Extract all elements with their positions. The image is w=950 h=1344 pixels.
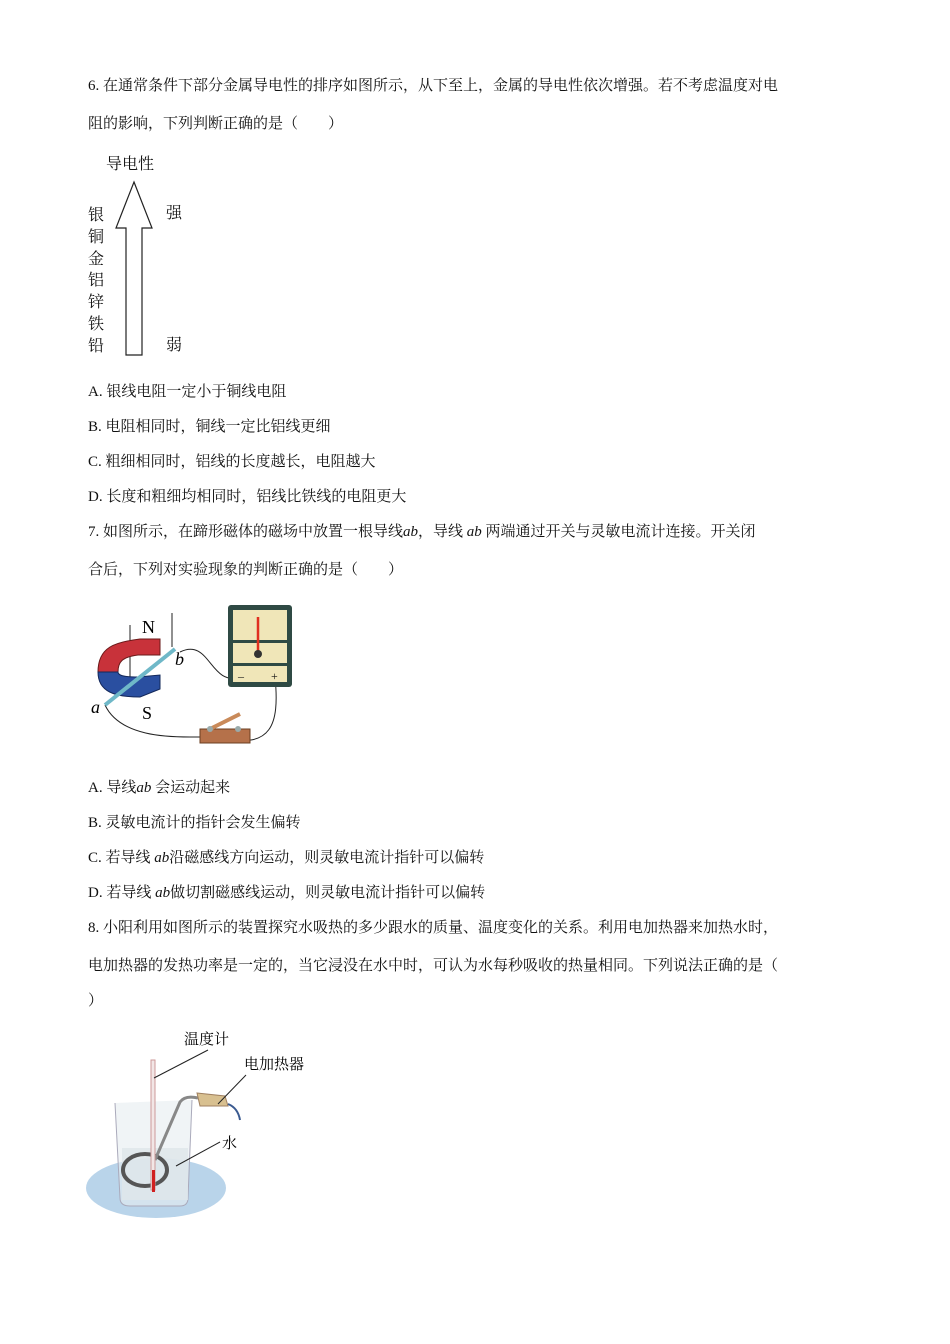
metal-lead: 铅 bbox=[88, 337, 105, 355]
thermometer bbox=[152, 1170, 155, 1192]
metal-zinc: 锌 bbox=[88, 294, 105, 312]
q8-stem-line3: ） bbox=[88, 993, 104, 1009]
q7-stem-line2: 合后，下列对实验现象的判断正确的是（ ） bbox=[88, 562, 404, 578]
q7-stem-line1 bbox=[88, 523, 756, 541]
q6-stem-line2: 阻的影响，下列判断正确的是（ ） bbox=[88, 116, 344, 132]
metal-list bbox=[88, 205, 106, 358]
var-ab: ab bbox=[403, 524, 419, 540]
label-water: 水 bbox=[222, 1134, 238, 1152]
text: 会运动起来 bbox=[151, 780, 231, 796]
text: D. 若导线 bbox=[88, 885, 156, 901]
fig-title: 导电性 bbox=[106, 156, 155, 173]
q7-option-b: B. 灵敏电流计的指针会发生偏转 bbox=[88, 815, 301, 831]
q6-option-a: A. 银线电阻一定小于铜线电阻 bbox=[88, 384, 287, 400]
metal-aluminum: 铝 bbox=[88, 272, 105, 290]
label-thermometer: 温度计 bbox=[184, 1030, 230, 1048]
q7-option-c bbox=[88, 849, 484, 867]
label-heater: 电加热器 bbox=[244, 1055, 305, 1073]
metal-gold: 金 bbox=[88, 250, 105, 268]
q6-option-c: C. 粗细相同时，铝线的长度越长，电阻越大 bbox=[88, 454, 376, 470]
text: 沿磁感线方向运动，则灵敏电流计指针可以偏转 bbox=[169, 850, 485, 866]
label-s: S bbox=[142, 703, 153, 723]
var-ab: ab bbox=[136, 780, 152, 796]
q8-stem-line1: 8. 小阳利用如图所示的装置探究水吸热的多少跟水的质量、温度变化的关系。利用电加热器来加热水时， bbox=[88, 920, 779, 936]
up-arrow-icon bbox=[114, 180, 154, 358]
text: 做切割磁感线运动，则灵敏电流计指针可以偏转 bbox=[170, 885, 486, 901]
label-n: N bbox=[142, 617, 155, 637]
text: 两端通过开关与灵敏电流计连接。开关闭 bbox=[481, 524, 756, 540]
var-ab: ab bbox=[466, 524, 482, 540]
label-weak: 弱 bbox=[166, 337, 183, 354]
heater-handle bbox=[197, 1093, 228, 1106]
q7-option-a bbox=[88, 779, 230, 797]
var-ab: ab bbox=[155, 885, 171, 901]
var-ab: ab bbox=[154, 850, 170, 866]
q6-stem-line1: 6. 在通常条件下部分金属导电性的排序如图所示，从下至上，金属的导电性依次增强。若不考虑温度对电 bbox=[88, 78, 779, 94]
q8-figure-beaker-heater bbox=[80, 1020, 330, 1225]
galvanometer bbox=[228, 605, 292, 687]
q8-stem-line2: 电加热器的发热功率是一定的，当它浸没在水中时，可认为水每秒吸收的热量相同。下列说法正确的是（ bbox=[88, 958, 779, 974]
q7-figure-magnet-circuit bbox=[80, 597, 310, 757]
label-a: a bbox=[91, 697, 100, 717]
switch bbox=[200, 714, 250, 743]
q6-option-d: D. 长度和粗细均相同时，铝线比铁线的电阻更大 bbox=[88, 489, 407, 505]
text: C. 若导线 bbox=[88, 850, 155, 866]
metal-silver: 银 bbox=[88, 207, 105, 224]
text: A. 导线 bbox=[88, 780, 137, 796]
metal-iron: 铁 bbox=[88, 315, 105, 333]
label-b: b bbox=[175, 649, 184, 669]
metal-copper: 铜 bbox=[88, 228, 105, 246]
svg-text:+: + bbox=[271, 669, 278, 683]
label-strong: 强 bbox=[166, 205, 183, 222]
text: ，导线 bbox=[418, 524, 467, 540]
q7-option-d bbox=[88, 884, 485, 902]
q6-option-b: B. 电阻相同时，铜线一定比铝线更细 bbox=[88, 419, 331, 435]
svg-text:–: – bbox=[238, 669, 244, 683]
text: 7. 如图所示，在蹄形磁体的磁场中放置一根导线 bbox=[88, 524, 404, 540]
